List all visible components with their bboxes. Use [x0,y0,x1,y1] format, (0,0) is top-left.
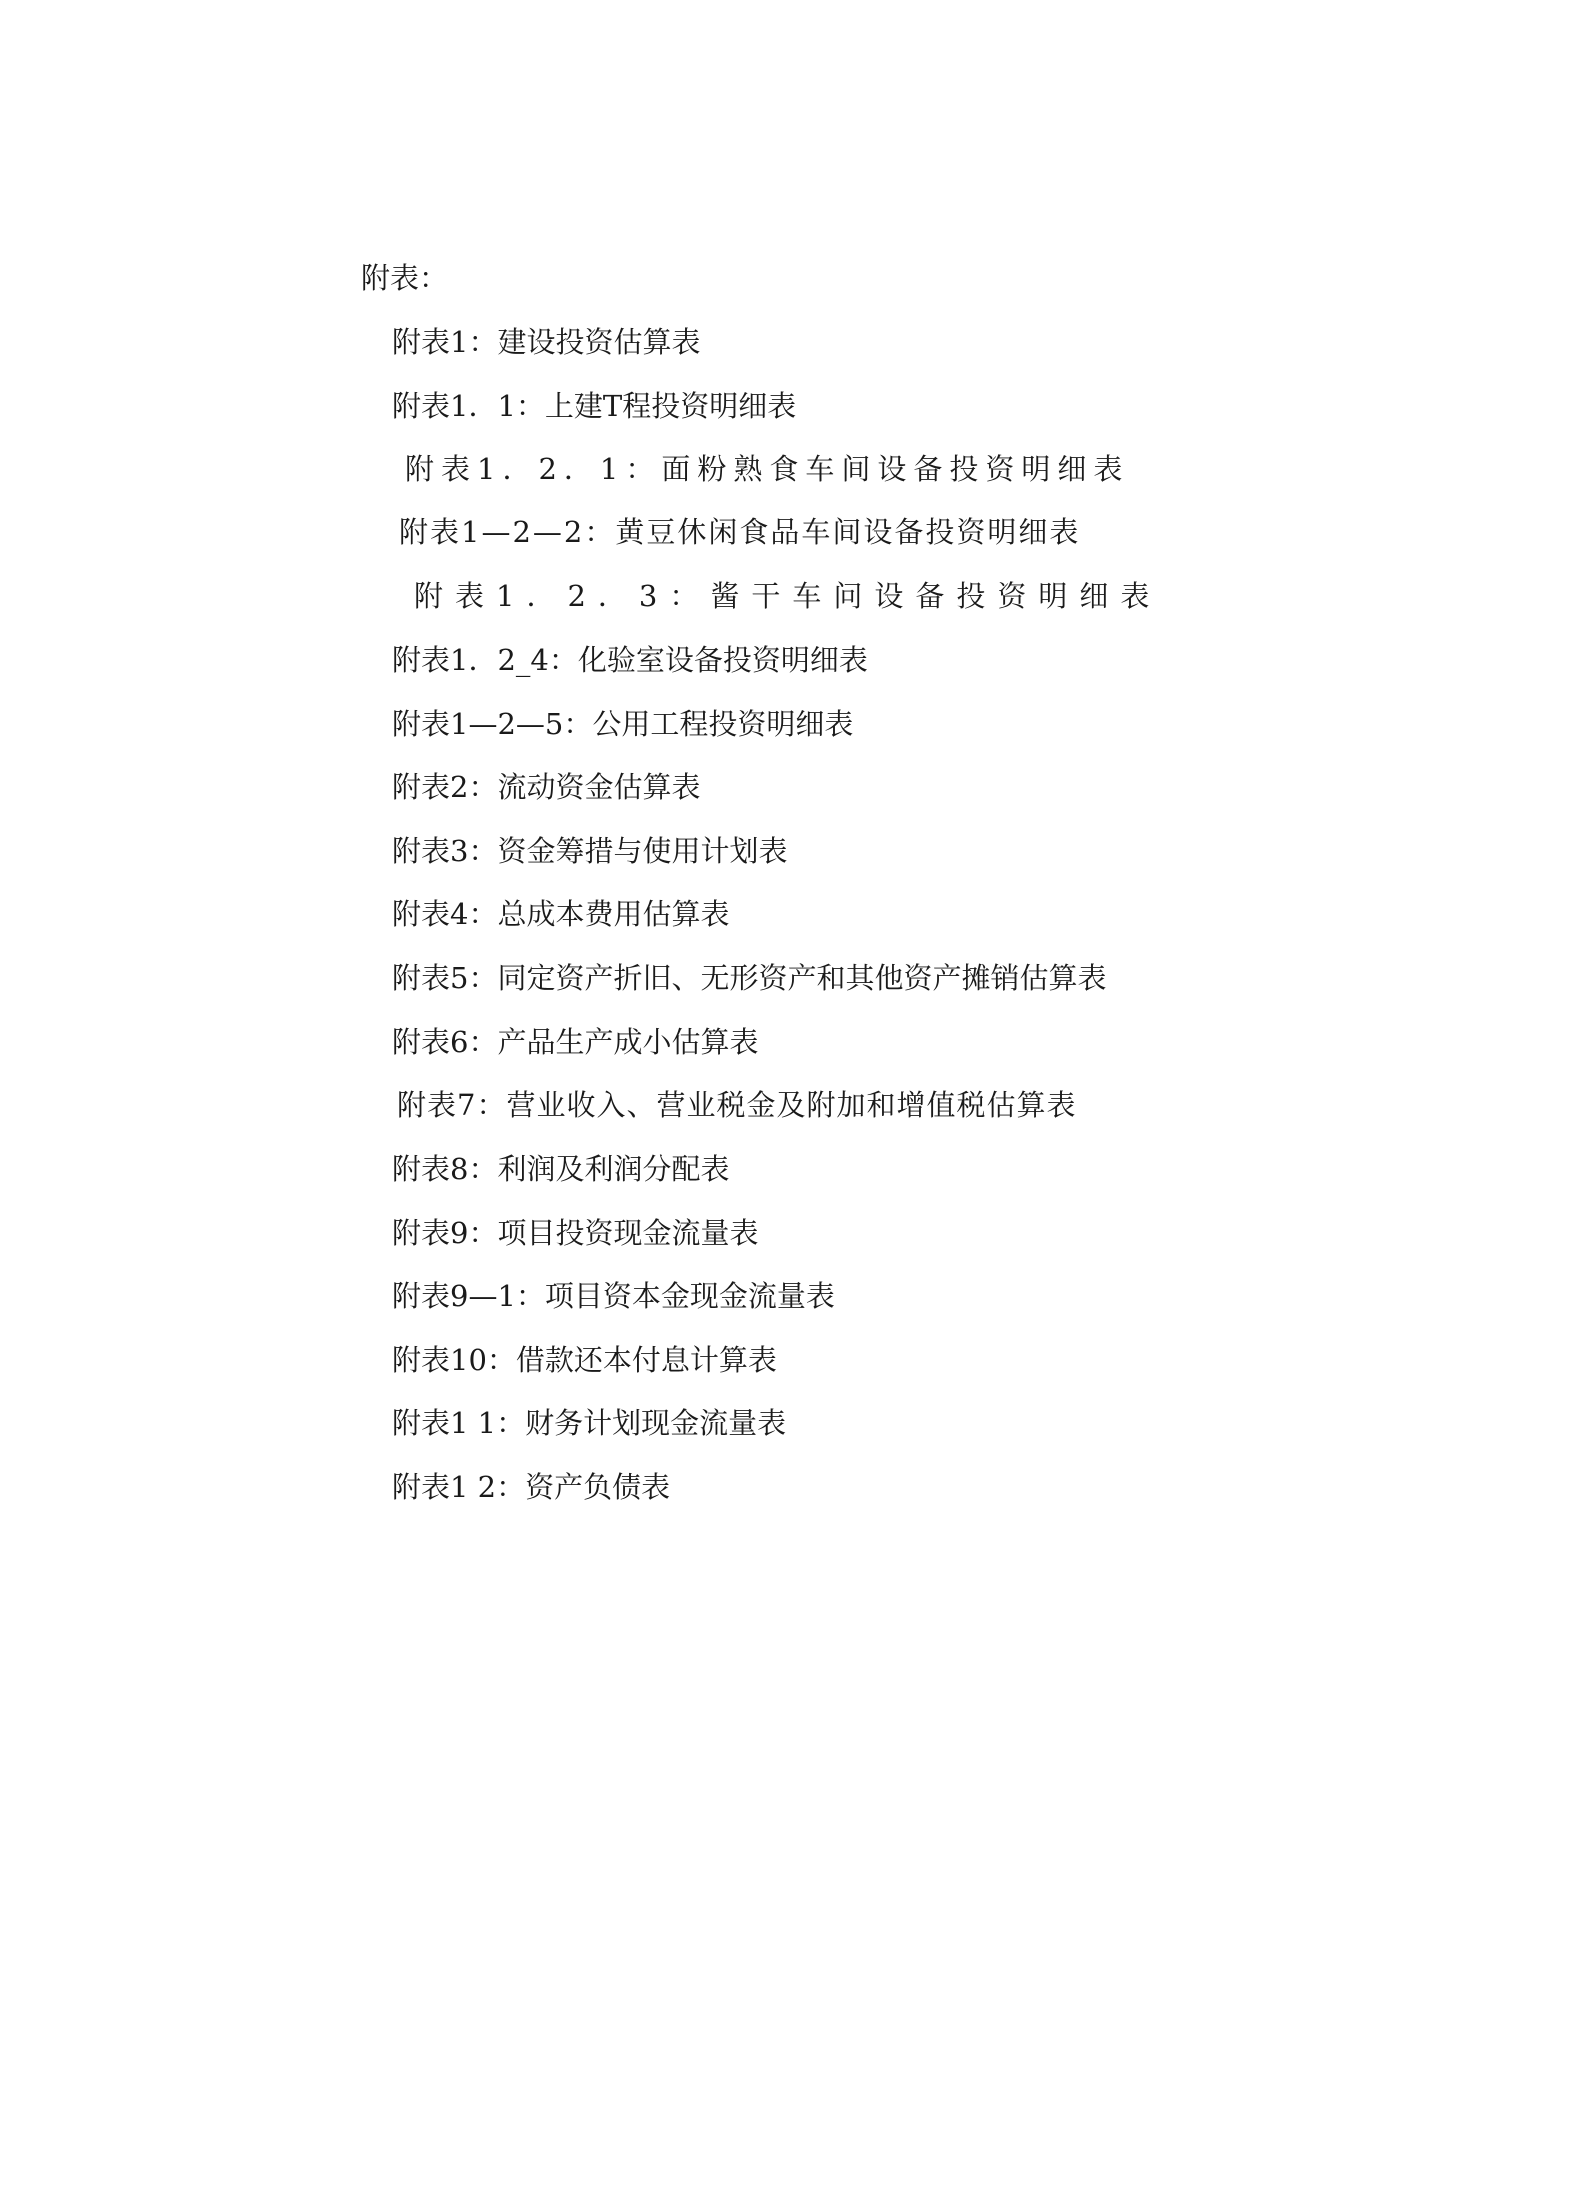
appendix-entry: 附表1 2：资产负债表 [392,1470,671,1504]
appendix-entry: 附表1．2_4：化验室设备投资明细表 [392,643,868,677]
appendix-entry: 附表5：同定资产折旧、无形资产和其他资产摊销估算表 [392,961,1107,995]
appendix-entry: 附表9—1：项目资本金现金流量表 [392,1279,835,1313]
appendix-entry: 附表4：总成本费用估算表 [392,897,730,931]
appendix-entry: 附表1．1：上建T程投资明细表 [392,389,797,423]
appendix-entry: 附表7：营业收入、营业税金及附加和增值税估算表 [397,1088,1077,1122]
appendix-entry: 附表1．2．1：面粉熟食车间设备投资明细表 [405,452,1130,486]
appendix-entry: 附表6：产品生产成小估算表 [392,1025,759,1059]
appendix-entry: 附表9：项目投资现金流量表 [392,1216,759,1250]
appendix-entry: 附表1 1：财务计划现金流量表 [392,1406,787,1440]
appendix-entry: 附表1—2—5：公用工程投资明细表 [392,707,854,741]
appendix-entry: 附表8：利润及利润分配表 [392,1152,730,1186]
appendix-entry: 附表1．2．3：酱干车问设备投资明细表 [414,579,1162,613]
appendix-entry: 附表3：资金筹措与使用计划表 [392,834,788,868]
appendix-entry: 附表1：建设投资估算表 [392,325,701,359]
appendix-entry: 附表1—2—2：黄豆休闲食品车间设备投资明细表 [399,515,1081,549]
appendix-entry: 附表2：流动资金估算表 [392,770,701,804]
appendix-entry: 附表10：借款还本付息计算表 [392,1343,777,1377]
appendix-heading: 附表： [361,261,449,295]
